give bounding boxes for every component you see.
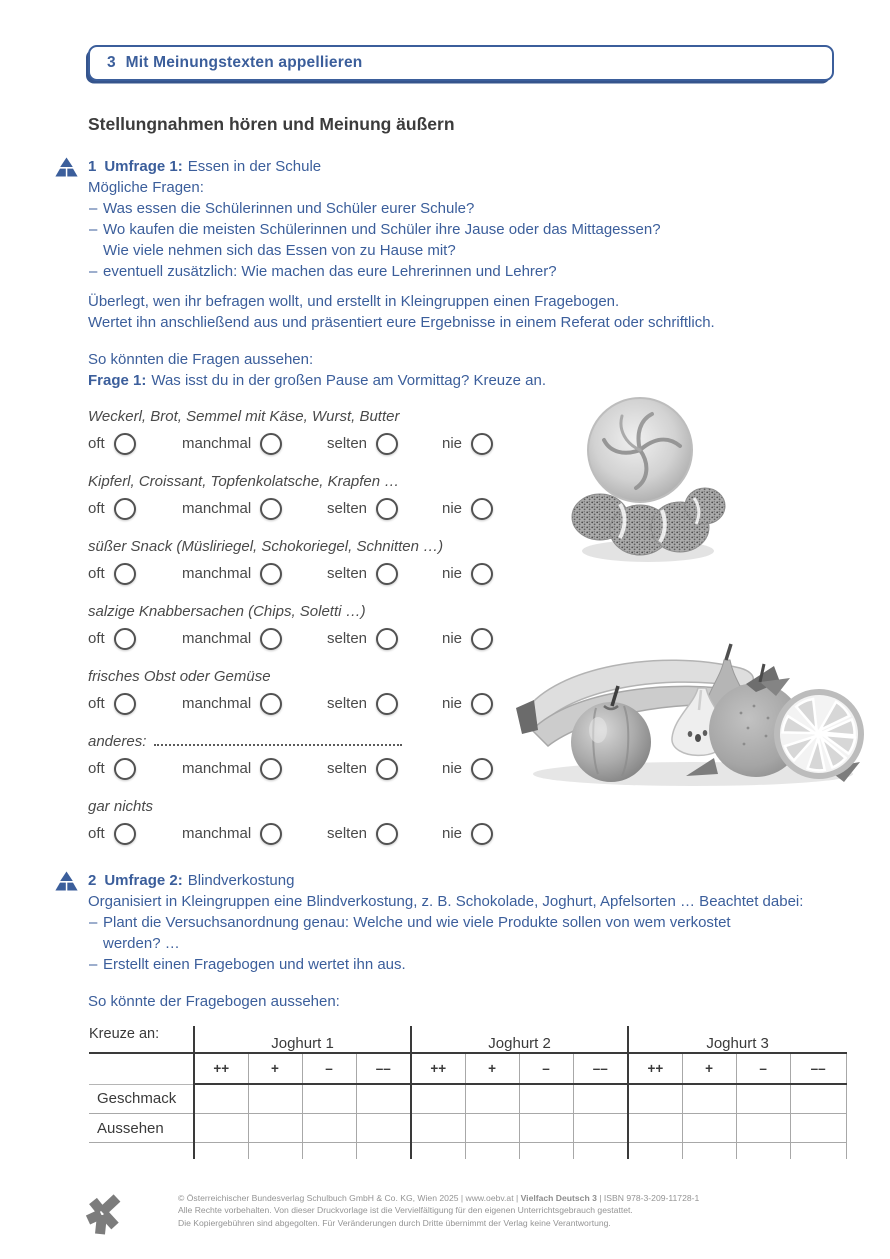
task1-title: Essen in der Schule [187, 158, 322, 175]
imprint-line-1: © Österreichischer Bundesverlag Schulbuch GmbH & Co. KG, Wien 2025 | www.oebv.at | Vielfach Deutsch 3 | ISBN 978-3-209-11728-1 [178, 1193, 700, 1203]
scale-header: –– [356, 1053, 411, 1084]
option-label: selten [327, 695, 368, 712]
radio-selten[interactable] [376, 693, 398, 715]
option-label: selten [327, 565, 368, 582]
scale-header: ++ [628, 1053, 682, 1084]
table-cell[interactable] [519, 1143, 573, 1160]
task2-number: 2 [88, 872, 97, 889]
task1-label: Umfrage 1: [104, 158, 183, 175]
survey-item-label: süßer Snack (Müsliriegel, Schokoriegel, Schnitten …) [88, 538, 444, 555]
task1-bullet-1: – Was essen die Schülerinnen und Schüler eurer Schule? [89, 200, 475, 217]
bread-photo [556, 386, 726, 573]
radio-manchmal[interactable] [260, 628, 282, 650]
pyramid-icon [53, 871, 80, 900]
answer-row [88, 431, 600, 456]
task1-intro: Mögliche Fragen: [88, 179, 204, 196]
radio-oft[interactable] [114, 693, 136, 715]
table-cell[interactable] [248, 1114, 302, 1143]
option-label: nie [442, 825, 463, 842]
table-cell[interactable] [573, 1084, 628, 1114]
radio-manchmal[interactable] [260, 498, 282, 520]
survey-item-anderes: anderes: [88, 731, 600, 752]
table-cell[interactable] [736, 1143, 790, 1160]
survey-item-label: Weckerl, Brot, Semmel mit Käse, Wurst, Butter [88, 408, 400, 425]
option-label: selten [327, 435, 368, 452]
fruit-photo [508, 638, 876, 795]
radio-nie[interactable] [471, 563, 493, 585]
table-cell[interactable] [682, 1143, 736, 1160]
dash-marker: – [89, 221, 98, 238]
option-label: manchmal [182, 435, 252, 452]
scale-header: – [736, 1053, 790, 1084]
chapter-number: 3 [107, 54, 116, 71]
option-label: selten [327, 630, 368, 647]
option-label: oft [88, 695, 105, 712]
scale-header: – [519, 1053, 573, 1084]
radio-selten[interactable] [376, 563, 398, 585]
dash-marker: – [89, 914, 98, 931]
survey-item-label: frisches Obst oder Gemüse [88, 668, 271, 685]
option-label: nie [442, 500, 463, 517]
radio-nie[interactable] [471, 628, 493, 650]
option-label: nie [442, 565, 463, 582]
radio-oft[interactable] [114, 563, 136, 585]
radio-nie[interactable] [471, 823, 493, 845]
table-caption: Kreuze an: [89, 1026, 194, 1053]
table-cell[interactable] [682, 1084, 736, 1114]
table-cell[interactable] [302, 1084, 356, 1114]
oebv-logo-icon [85, 1188, 121, 1245]
table-cell[interactable] [682, 1114, 736, 1143]
option-label: selten [327, 760, 368, 777]
option-label: oft [88, 630, 105, 647]
rating-table-wrap [89, 1026, 890, 1159]
radio-oft[interactable] [114, 628, 136, 650]
option-label: manchmal [182, 760, 252, 777]
task1-bullet-2: – Wo kaufen die meisten Schülerinnen und Schüler ihre Jause oder das Mittagessen? Wie viele nehmen sich das Essen von zu Hause mit? [89, 221, 661, 259]
scale-header: + [465, 1053, 519, 1084]
task1-question [88, 370, 890, 391]
table-cell[interactable] [790, 1114, 846, 1143]
table-cell[interactable] [248, 1143, 302, 1160]
task2-heading [88, 870, 890, 891]
answer-row [88, 821, 600, 846]
option-label: manchmal [182, 565, 252, 582]
radio-manchmal[interactable] [260, 433, 282, 455]
table-cell[interactable] [573, 1114, 628, 1143]
row-label-geschmack: Geschmack [89, 1084, 194, 1114]
task2-intro: Organisiert in Kleingruppen eine Blindverkostung, z. B. Schokolade, Joghurt, Apfelsorten … Beachtet dabei: [88, 893, 804, 910]
imprint-text [178, 1188, 738, 1229]
page-footer [85, 1188, 738, 1245]
radio-selten[interactable] [376, 823, 398, 845]
table-cell[interactable] [411, 1084, 465, 1114]
radio-nie[interactable] [471, 433, 493, 455]
option-label: nie [442, 760, 463, 777]
radio-oft[interactable] [114, 758, 136, 780]
radio-nie[interactable] [471, 758, 493, 780]
option-label: oft [88, 435, 105, 452]
radio-oft[interactable] [114, 823, 136, 845]
table-cell[interactable] [628, 1143, 682, 1160]
table-cell[interactable] [628, 1114, 682, 1143]
table-cell[interactable] [465, 1084, 519, 1114]
dash-marker: – [89, 956, 98, 973]
scale-header: ++ [411, 1053, 465, 1084]
group-header-joghurt-3: Joghurt 3 [628, 1026, 846, 1053]
option-label: manchmal [182, 500, 252, 517]
table-cell[interactable] [248, 1084, 302, 1114]
task1-heading [88, 156, 890, 177]
dash-marker: – [89, 263, 98, 280]
table-cell[interactable] [194, 1084, 248, 1114]
radio-manchmal[interactable] [260, 563, 282, 585]
dash-marker: – [89, 200, 98, 217]
task-2 [88, 870, 890, 1012]
task-1 [88, 156, 890, 391]
task2-bullet-1: – Plant die Versuchsanordnung genau: Welche und wie viele Produkte sollen von wem verkostet werden? … [89, 914, 731, 952]
option-label: oft [88, 760, 105, 777]
option-label: manchmal [182, 630, 252, 647]
table-cell[interactable] [411, 1143, 465, 1160]
question-label: Frage 1: [88, 372, 147, 389]
group-header-joghurt-1: Joghurt 1 [194, 1026, 411, 1053]
radio-manchmal[interactable] [260, 823, 282, 845]
table-cell[interactable] [411, 1114, 465, 1143]
imprint-line-3: Die Kopiergebühren sind abgegolten. Für Veränderungen durch Dritte übernimmt der Verlag keine Verantwortung. [178, 1217, 611, 1228]
group-header-joghurt-2: Joghurt 2 [411, 1026, 628, 1053]
radio-oft[interactable] [114, 498, 136, 520]
table-cell[interactable] [519, 1114, 573, 1143]
scale-header: + [248, 1053, 302, 1084]
table-cell[interactable] [356, 1114, 411, 1143]
option-label: manchmal [182, 825, 252, 842]
imprint-line-2: Alle Rechte vorbehalten. Von dieser Druckvorlage ist die Vervielfältigung für den eigenen Unterrichtsgebrauch gestattet. [178, 1205, 633, 1216]
survey-item-label: salzige Knabbersachen (Chips, Soletti …) [88, 603, 366, 620]
survey-item-label: Kipferl, Croissant, Topfenkolatsche, Krapfen … [88, 473, 400, 490]
pyramid-icon [53, 157, 80, 186]
scale-header: –– [790, 1053, 846, 1084]
table-cell[interactable] [790, 1084, 846, 1114]
rating-table [89, 1026, 847, 1159]
radio-selten[interactable] [376, 758, 398, 780]
option-label: selten [327, 825, 368, 842]
option-label: oft [88, 565, 105, 582]
radio-oft[interactable] [114, 433, 136, 455]
scale-header: –– [573, 1053, 628, 1084]
survey-item-label: gar nichts [88, 798, 154, 815]
answer-row [88, 496, 600, 521]
table-cell[interactable] [356, 1143, 411, 1160]
task1-bullet-3: – eventuell zusätzlich: Wie machen das eure Lehrerinnen und Lehrer? [89, 263, 557, 280]
option-label: selten [327, 500, 368, 517]
table-cell[interactable] [790, 1143, 846, 1160]
task2-title: Blindverkostung [187, 872, 295, 889]
table-cell[interactable] [736, 1084, 790, 1114]
option-label: oft [88, 825, 105, 842]
chapter-banner [88, 45, 834, 81]
answer-row [88, 561, 600, 586]
chapter-title: Mit Meinungstexten appellieren [125, 54, 363, 71]
option-label: nie [442, 435, 463, 452]
radio-nie[interactable] [471, 693, 493, 715]
radio-selten[interactable] [376, 433, 398, 455]
scale-header: ++ [194, 1053, 248, 1084]
radio-manchmal[interactable] [260, 758, 282, 780]
radio-nie[interactable] [471, 498, 493, 520]
table-cell[interactable] [465, 1143, 519, 1160]
table-cell[interactable] [356, 1084, 411, 1114]
table-cell[interactable] [465, 1114, 519, 1143]
table-cell[interactable] [736, 1114, 790, 1143]
scale-header: – [302, 1053, 356, 1084]
option-label: manchmal [182, 695, 252, 712]
task2-bullet-2: – Erstellt einen Fragebogen und wertet ihn aus. [89, 956, 406, 973]
task1-number: 1 [88, 158, 97, 175]
row-label-aussehen: Aussehen [89, 1114, 194, 1143]
option-label: nie [442, 695, 463, 712]
page-title: Stellungnahmen hören und Meinung äußern [88, 114, 455, 134]
table-cell[interactable] [302, 1114, 356, 1143]
task2-example-intro: So könnte der Fragebogen aussehen: [88, 993, 340, 1010]
task2-label: Umfrage 2: [104, 872, 183, 889]
write-in-line[interactable] [154, 731, 402, 746]
question-text: Was isst du in der großen Pause am Vormittag? Kreuze an. [151, 372, 546, 389]
table-cell[interactable] [194, 1114, 248, 1143]
radio-manchmal[interactable] [260, 693, 282, 715]
option-label: nie [442, 630, 463, 647]
task1-paragraph: Überlegt, wen ihr befragen wollt, und erstellt in Kleingruppen einen Fragebogen. Wertet ihn anschließend aus und präsentiert eure Ergebnisse in einem Referat oder schriftlich. [88, 293, 715, 331]
task1-example-intro: So könnten die Fragen aussehen: [88, 351, 314, 368]
radio-selten[interactable] [376, 498, 398, 520]
table-cell[interactable] [519, 1084, 573, 1114]
table-cell[interactable] [573, 1143, 628, 1160]
option-label: oft [88, 500, 105, 517]
table-cell[interactable] [194, 1143, 248, 1160]
table-cell[interactable] [302, 1143, 356, 1160]
table-cell[interactable] [628, 1084, 682, 1114]
scale-header: + [682, 1053, 736, 1084]
radio-selten[interactable] [376, 628, 398, 650]
